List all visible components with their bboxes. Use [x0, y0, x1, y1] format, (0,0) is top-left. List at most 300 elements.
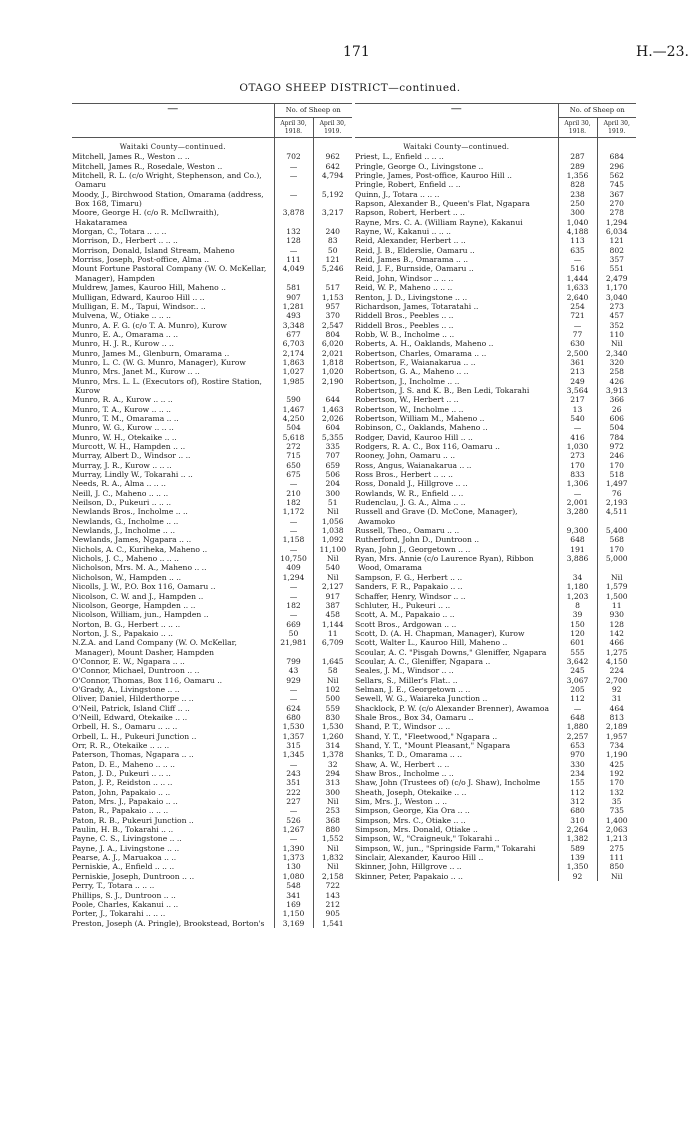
sheep-1919: 4,794: [313, 171, 352, 190]
table-row: [72, 470, 352, 479]
table-row: [355, 442, 636, 451]
sheep-1919: 142: [597, 629, 636, 638]
sheep-1918: 250: [558, 199, 597, 208]
table-row: [355, 648, 636, 657]
sheep-1919: 5,400: [597, 526, 636, 535]
sheep-1919: 368: [313, 816, 352, 825]
table-row: [72, 816, 352, 825]
sheep-1918: 624: [274, 704, 313, 713]
sheep-1919: 518: [597, 470, 636, 479]
sheep-1918: 828: [558, 180, 597, 189]
owner-name: Nicholson, W., Hampden .. ..: [72, 572, 182, 582]
table-row: [72, 592, 352, 601]
owner-name: O'Connor, E. W., Ngapara .. ..: [72, 656, 185, 666]
table-row: [72, 750, 352, 759]
sheep-1918: 170: [558, 461, 597, 470]
sheep-1918: 516: [558, 264, 597, 273]
table-row: [72, 732, 352, 741]
sheep-1918: 590: [274, 395, 313, 404]
sheep-1918: 1,530: [274, 722, 313, 731]
table-row: [72, 377, 352, 396]
table-row: [355, 423, 636, 432]
owner-name: Sellars, S., Miller's Flat.. ..: [355, 675, 458, 685]
owner-name: Morriss, Joseph, Post-office, Alma ..: [72, 255, 209, 265]
owner-name: O'Connor, Michael, Duntroon .. ..: [72, 666, 200, 676]
owner-name: Shanks, T. D., Omarama .. ..: [355, 750, 462, 760]
table-row: [72, 498, 352, 507]
sheep-1918: —: [274, 685, 313, 694]
owner-name: Pringle, Robert, Enfield .. ..: [355, 180, 461, 190]
sheep-1918: 1,281: [274, 302, 313, 311]
sheep-1918: —: [558, 423, 597, 432]
table-row: [72, 563, 352, 572]
sheep-1918: 1,880: [558, 722, 597, 731]
owner-name: Munro, H. J. R., Kurow .. ..: [72, 339, 174, 349]
owner-name: Morgan, C., Totara .. .. ..: [72, 227, 167, 237]
sheep-1919: 224: [597, 666, 636, 675]
sheep-1918: 907: [274, 293, 313, 302]
owner-name: Mitchell, James R., Weston .. ..: [72, 152, 190, 162]
sheep-1918: 1,633: [558, 283, 597, 292]
owner-name: Payne, C. S., Livingstone .. ..: [72, 834, 182, 844]
sheep-1919: Nil: [313, 573, 352, 582]
owner-name: O'Grady, A., Livingstone .. ..: [72, 684, 180, 694]
owner-name: Riddell Bros., Peebles .. ..: [355, 311, 454, 321]
sheep-1918: 21,981: [274, 638, 313, 657]
table-row: [72, 283, 352, 292]
table-row: [355, 479, 636, 488]
owner-name: Mulligan, Edward, Kauroo Hill .. ..: [72, 292, 205, 302]
sheep-1919: Nil: [597, 573, 636, 582]
sheep-1919: 972: [597, 442, 636, 451]
table-row: [355, 311, 636, 320]
sheep-1919: 1,153: [313, 293, 352, 302]
sheep-1918: 2,174: [274, 349, 313, 358]
sheep-1919: 425: [597, 760, 636, 769]
table-row: [72, 330, 352, 339]
left-column-table: [72, 103, 352, 928]
owner-name: Schluter, H., Pukeuri .. ..: [355, 600, 451, 610]
sheep-1918: 2,264: [558, 825, 597, 834]
sheep-1919: 6,020: [313, 339, 352, 348]
sheep-1919: 258: [597, 367, 636, 376]
table-row: [355, 433, 636, 442]
table-row: [355, 227, 636, 236]
name-column-header: —: [72, 104, 274, 138]
sheep-1918: 155: [558, 778, 597, 787]
sheep-1918: 287: [558, 152, 597, 161]
sheep-1919: 5,355: [313, 433, 352, 442]
sheep-1918: —: [274, 162, 313, 171]
table-row: [72, 246, 352, 255]
sheep-1918: 1,180: [558, 582, 597, 591]
table-row: [355, 732, 636, 741]
sheep-1919: 506: [313, 470, 352, 479]
owner-name: Murcott, W. H., Hampden .. ..: [72, 442, 186, 451]
sheep-1918: 128: [274, 236, 313, 245]
sheep-1918: 245: [558, 666, 597, 675]
table-row: [355, 806, 636, 815]
sheep-1919: 880: [313, 825, 352, 834]
table-row: [355, 162, 636, 171]
sheep-1918: 493: [274, 311, 313, 320]
sheep-1919: 4,511: [597, 507, 636, 526]
sheep-1919: 568: [597, 535, 636, 544]
table-row: [72, 526, 352, 535]
sheep-1918: 39: [558, 610, 597, 619]
table-row: [72, 760, 352, 769]
sheep-1919: 51: [313, 498, 352, 507]
sheep-1919: 1,818: [313, 358, 352, 367]
owner-name: Robertson, J. S. and K. B., Ben Ledi, Tokarahi: [355, 385, 530, 395]
owner-name: Morrison, D., Herbert .. .. ..: [72, 236, 178, 246]
owner-name: Sanders, F. R., Papakaio .. ..: [355, 582, 463, 592]
sheep-1919: 1,497: [597, 479, 636, 488]
sheep-1919: 850: [597, 862, 636, 871]
owner-name: Murray, Albert D., Windsor .. ..: [72, 451, 191, 461]
owner-name: Moore, George H. (c/o R. McIlwraith), Hakataramea: [72, 208, 220, 227]
sheep-1919: 83: [313, 236, 352, 245]
table-row: [72, 461, 352, 470]
table-row: [355, 582, 636, 591]
sheep-1918: 330: [558, 760, 597, 769]
name-column-header: —: [355, 104, 558, 138]
table-row: [355, 218, 636, 227]
owner-name: Robertson, William M., Maheno ..: [355, 413, 485, 423]
sheep-1918: 1,030: [558, 442, 597, 451]
table-row: [355, 741, 636, 750]
owner-name: Phillips, S. J., Duntroon .. ..: [72, 890, 176, 900]
table-row: [355, 760, 636, 769]
year-1918-header: April 30, 1918.: [558, 118, 597, 138]
owner-name: Robertson, Charles, Omarama .. ..: [355, 348, 487, 358]
owner-name: Robertson, W., Herbert .. ..: [355, 395, 459, 405]
sheep-1919: 1,645: [313, 657, 352, 666]
sheep-1918: 169: [274, 900, 313, 909]
sheep-1919: 314: [313, 741, 352, 750]
owner-name: Rayne, Mrs. C. A. (William Rayne), Kakanui: [355, 217, 523, 227]
owner-name: Munro, T. M., Omarama .. ..: [72, 413, 179, 423]
sheep-1919: 2,193: [597, 498, 636, 507]
table-row: [355, 862, 636, 871]
owner-name: Paton, D. E., Maheno .. .. ..: [72, 759, 175, 769]
sheep-1919: 2,547: [313, 321, 352, 330]
table-row: [355, 507, 636, 526]
sheep-1918: 254: [558, 302, 597, 311]
table-row: [72, 545, 352, 554]
table-row: [355, 367, 636, 376]
sheep-1919: 500: [313, 694, 352, 703]
sheep-1919: 76: [597, 489, 636, 498]
owner-name: Riddell Bros., Peebles .. ..: [355, 320, 454, 330]
sheep-1918: 182: [274, 498, 313, 507]
sheep-1919: 1,832: [313, 853, 352, 862]
sheep-1919: 11,100: [313, 545, 352, 554]
owner-name: Reid, J. F., Burnside, Oamaru ..: [355, 264, 474, 274]
owner-name: Reid, W. P., Maheno .. .. ..: [355, 283, 453, 293]
sheep-1919: 784: [597, 433, 636, 442]
owner-name: Nicolson, William, jun., Hampden ..: [72, 610, 209, 620]
sheep-1918: 526: [274, 816, 313, 825]
sheep-1918: 1,267: [274, 825, 313, 834]
owner-name: O'Connor, Thomas, Box 116, Oamaru ..: [72, 675, 223, 685]
owner-name: Shaw, A. W., Herbert .. ..: [355, 759, 450, 769]
owner-name: Paton, R., Papakaio .. .. ..: [72, 806, 169, 816]
sheep-1918: 2,257: [558, 732, 597, 741]
sheep-1918: 3,067: [558, 676, 597, 685]
table-row: [355, 788, 636, 797]
table-row: [355, 274, 636, 283]
sheep-1918: 2,001: [558, 498, 597, 507]
table-row: [355, 825, 636, 834]
sheep-1918: —: [274, 806, 313, 815]
sheep-1919: Nil: [597, 872, 636, 881]
owner-name: Reid, J. B., Elderslie, Oamaru ..: [355, 245, 475, 255]
sheep-1918: 1,027: [274, 367, 313, 376]
sheep-1918: 1,350: [558, 862, 597, 871]
owner-name: Paton, John, Papakaio .. ..: [72, 787, 171, 797]
owner-name: O'Neill, Edward, Otekaike .. ..: [72, 712, 188, 722]
table-row: [355, 526, 636, 535]
sheep-1919: 111: [597, 853, 636, 862]
table-row: [72, 255, 352, 264]
owner-name: Paton, Mrs. J., Papakaio .. ..: [72, 797, 178, 807]
table-row: [72, 358, 352, 367]
sheep-1919: 370: [313, 311, 352, 320]
table-row: [355, 470, 636, 479]
owner-name: Sim, Mrs. J., Weston .. ..: [355, 797, 448, 807]
owner-name: Sampson, F. G., Herbert .. ..: [355, 572, 463, 582]
sheep-1919: 813: [597, 713, 636, 722]
table-row: [72, 610, 352, 619]
sheep-1918: 150: [558, 620, 597, 629]
owner-name: Rutherford, John D., Duntroon ..: [355, 535, 480, 545]
sheep-1918: 416: [558, 433, 597, 442]
owner-name: Preston, Joseph (A. Pringle), Brookstead, Borton's: [72, 918, 265, 928]
sheep-1918: 1,467: [274, 405, 313, 414]
table-row: [72, 227, 352, 236]
owner-name: Shaw Bros., Incholme .. ..: [355, 769, 454, 779]
owner-name: Scott Bros., Ardgowan .. ..: [355, 619, 457, 629]
table-row: [355, 545, 636, 554]
owner-name: Shaw, John (Trustees of) (c/o J. Shaw), Incholme: [355, 778, 541, 788]
table-row: [72, 853, 352, 862]
sheep-1918: 3,348: [274, 321, 313, 330]
sheep-1918: —: [558, 704, 597, 713]
table-row: [72, 844, 352, 853]
owner-name: Skinner, John, Hillgrove .. ..: [355, 862, 462, 872]
table-row: [72, 535, 352, 544]
sheep-1919: 110: [597, 330, 636, 339]
sheep-1919: 2,021: [313, 349, 352, 358]
table-row: [355, 610, 636, 619]
owner-name: Orr, R. R., Otekaike .. .. ..: [72, 741, 170, 750]
owner-name: Murray, Lindly W., Tokarahi .. ..: [72, 470, 193, 480]
sheep-1918: —: [274, 526, 313, 535]
sheep-1919: 2,189: [597, 722, 636, 731]
sheep-1918: 715: [274, 451, 313, 460]
sheep-1918: 10,750: [274, 554, 313, 563]
owner-name: Robertson, J., Incholme .. ..: [355, 376, 460, 386]
owner-name: Scott, D. (A. H. Chapman, Manager), Kurow: [355, 628, 525, 638]
table-row: [72, 881, 352, 890]
sheep-1919: 300: [313, 788, 352, 797]
sheep-1919: 35: [597, 797, 636, 806]
sheep-1918: —: [274, 760, 313, 769]
sheep-1918: 589: [558, 844, 597, 853]
table-row: [72, 293, 352, 302]
sheep-1918: 310: [558, 816, 597, 825]
sheep-1919: 464: [597, 704, 636, 713]
sheep-1918: 182: [274, 601, 313, 610]
owner-name: Shand, Y. T., "Fleetwood," Ngapara ..: [355, 731, 498, 741]
owner-name: Mitchell, James R., Rosedale, Weston ..: [72, 161, 223, 171]
sheep-1919: 143: [313, 891, 352, 900]
owner-name: Nicolson, C. W. and J., Hampden ..: [72, 591, 204, 601]
sheep-1918: —: [274, 479, 313, 488]
sheep-1918: —: [274, 610, 313, 619]
sheep-1919: 1,170: [597, 283, 636, 292]
owner-name: Munro, James M., Glenburn, Omarama ..: [72, 348, 230, 358]
table-row: [355, 713, 636, 722]
sheep-1919: 366: [597, 395, 636, 404]
table-row: [355, 573, 636, 582]
owner-name: Ross, Donald J., Hillgrove .. ..: [355, 479, 468, 489]
sheep-1919: 804: [313, 330, 352, 339]
sheep-1918: —: [274, 592, 313, 601]
owner-name: Scott, A. M., Papakaio .. ..: [355, 610, 455, 620]
sheep-1919: 1,541: [313, 919, 352, 928]
owner-name: Shale Bros., Box 34, Oamaru ..: [355, 712, 474, 722]
sheep-1919: 26: [597, 405, 636, 414]
sheep-1918: 315: [274, 741, 313, 750]
owner-name: Mount Fortune Pastoral Company (W. O. McKellar, Manager), Hampden: [72, 264, 267, 283]
table-row: [355, 685, 636, 694]
table-row: [72, 489, 352, 498]
owner-name: Sewell, W. G., Waiareka Junction ..: [355, 694, 488, 704]
sheep-1919: 300: [313, 489, 352, 498]
owner-name: Poole, Charles, Kakanui .. ..: [72, 899, 179, 909]
sheep-1919: 92: [597, 685, 636, 694]
owner-name: Paton, J. D., Pukeuri .. .. ..: [72, 769, 171, 779]
sheep-1918: 111: [274, 255, 313, 264]
table-row: [72, 442, 352, 451]
sheep-1919: 604: [313, 423, 352, 432]
sheep-1918: 680: [558, 806, 597, 815]
table-row: [355, 349, 636, 358]
sheep-1918: 112: [558, 788, 597, 797]
sheep-1919: 170: [597, 461, 636, 470]
sheep-1919: 1,056: [313, 517, 352, 526]
sheep-1919: 1,038: [313, 526, 352, 535]
sheep-1919: 3,040: [597, 293, 636, 302]
sheep-1918: 210: [274, 489, 313, 498]
sheep-count-header: No. of Sheep on: [274, 104, 352, 118]
sheep-1918: 312: [558, 797, 597, 806]
sheep-1919: 32: [313, 760, 352, 769]
page-number: 171: [343, 44, 370, 60]
sheep-1918: 409: [274, 563, 313, 572]
sheep-1918: 581: [274, 283, 313, 292]
sheep-1918: 540: [558, 414, 597, 423]
owner-name: Renton, J. D., Livingstone .. ..: [355, 292, 468, 302]
sheep-1919: 50: [313, 246, 352, 255]
year-1919-header: April 30, 1919.: [597, 118, 636, 138]
county-heading: Waitaki County—continued.: [119, 143, 226, 152]
table-row: [355, 676, 636, 685]
sheep-1919: 240: [313, 227, 352, 236]
sheep-1918: 300: [558, 208, 597, 217]
table-row: [72, 423, 352, 432]
table-row: [72, 573, 352, 582]
sheep-1919: 1,190: [597, 750, 636, 759]
owner-name: Robertson, W., Incholme .. ..: [355, 404, 464, 414]
owner-name: Morrison, Donald, Island Stream, Maheno: [72, 245, 235, 255]
owner-name: Pringle, George O., Livingstone ..: [355, 161, 484, 171]
sheep-1919: 278: [597, 208, 636, 217]
sheep-1918: 222: [274, 788, 313, 797]
sheep-1918: 234: [558, 769, 597, 778]
owner-name: Robertson, F., Waianakarua .. ..: [355, 357, 476, 367]
sheep-1918: 2,640: [558, 293, 597, 302]
sheep-1918: 648: [558, 535, 597, 544]
owner-name: Muldrew, James, Kauroo Hill, Maheno ..: [72, 283, 226, 293]
sheep-1919: 357: [597, 255, 636, 264]
sheep-1919: Nil: [313, 844, 352, 853]
table-row: [355, 834, 636, 843]
sheep-1919: 559: [313, 704, 352, 713]
owner-name: Schaffer, Henry, Windsor .. ..: [355, 591, 466, 601]
table-row: [72, 900, 352, 909]
owner-name: O'Neil, Patrick, Island Cliff .. ..: [72, 703, 190, 713]
sheep-1919: 2,700: [597, 676, 636, 685]
owner-name: Simpson, Mrs. Donald, Otiake ..: [355, 825, 478, 835]
sheep-1919: 6,709: [313, 638, 352, 657]
sheep-1919: 387: [313, 601, 352, 610]
sheep-1919: 517: [313, 283, 352, 292]
sheep-1919: 1,213: [597, 834, 636, 843]
owner-name: Ross Bros., Herbert .. .. ..: [355, 470, 453, 480]
table-row: [355, 554, 636, 573]
table-row: [72, 162, 352, 171]
owner-name: Sinclair, Alexander, Kauroo Hill ..: [355, 853, 484, 863]
sheep-1918: 273: [558, 451, 597, 460]
sheep-1919: 2,479: [597, 274, 636, 283]
sheep-1919: 1,144: [313, 620, 352, 629]
sheep-1919: 2,127: [313, 582, 352, 591]
sheep-1918: 2,500: [558, 349, 597, 358]
table-row: [72, 891, 352, 900]
owner-name: Reid, James B., Omarama .. ..: [355, 255, 469, 265]
owner-name: Porter, J., Tokarahi .. .. ..: [72, 909, 166, 919]
owner-name: Rowlands, W. R., Enfield .. ..: [355, 488, 464, 498]
sheep-1919: Nil: [313, 797, 352, 806]
sheep-1919: 458: [313, 610, 352, 619]
owner-name: Perniskie, Joseph, Duntroon .. ..: [72, 871, 195, 881]
table-row: [355, 853, 636, 862]
table-row: [72, 676, 352, 685]
sheep-1919: 684: [597, 152, 636, 161]
sheep-1918: 217: [558, 395, 597, 404]
sheep-1918: 702: [274, 152, 313, 161]
sheep-1919: 4,150: [597, 657, 636, 666]
table-row: [355, 321, 636, 330]
table-row: [355, 199, 636, 208]
sheep-1919: 1,579: [597, 582, 636, 591]
sheep-1919: 335: [313, 442, 352, 451]
owner-name: Oliver, Daniel, Hilderthorpe .. ..: [72, 694, 194, 704]
owner-name: Newlands, James, Ngapara .. ..: [72, 535, 192, 545]
